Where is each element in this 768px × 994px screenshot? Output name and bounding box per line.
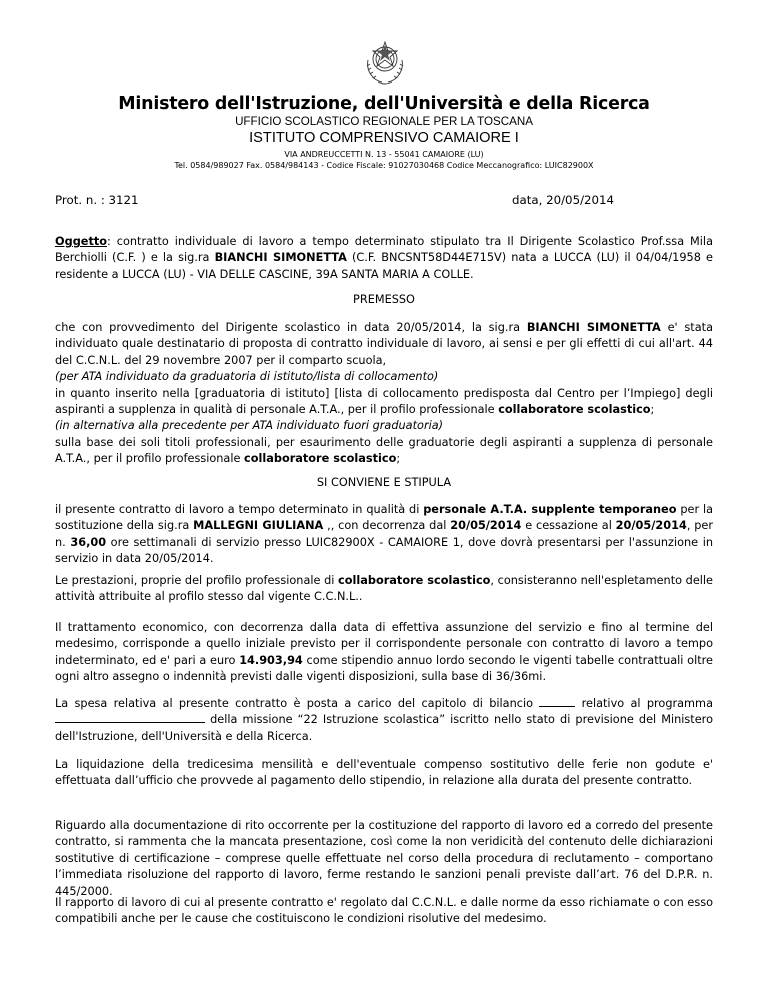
protocol-number: Prot. n. : 3121 [55,193,139,207]
employee-name: BIANCHI SIMONETTA [214,251,347,265]
document-date: data, 20/05/2014 [512,193,615,207]
profile-name: collaboratore scolastico [244,452,397,466]
trattamento-text: Il trattamento economico, con decorrenza dalla data di effettiva assunzione del servizio e fino al termine del medesimo, corrisponde a quello iniziale previsto per il corrispondente personale con contratto di lavoro a tempo indeterminato, ed e' pari a euro [55,621,713,667]
subject-text-2: (C.F. BNCSNT58D44E715V) nata a LUCCA (LU) il 04/04/1958 e residente a LUCCA (LU) - VIA DELLE CASCINE, 39A SANTA MARIA A COLLE. [55,251,713,281]
stipula-text: ore settimanali di servizio presso LUIC82900X - CAMAIORE 1, dove dovrà presentarsi per l'assunzione in servizio in data 20/05/2014. [55,535,714,566]
prestazioni-text-2: , consisteranno nell'espletamento delle attività attribuite al profilo stesso dal vigente C.C.N.L.. [55,574,714,604]
regional-office: UFFICIO SCOLASTICO REGIONALE PER LA TOSCANA [235,115,533,128]
start-date: 20/05/2014 [450,519,522,533]
spesa-text-2: relativo al programma [575,697,713,710]
stipula-text: per la sostituzione della sig.ra [55,503,714,533]
spesa-text: La spesa relativa al presente contratto è posta a carico del capitolo di bilancio [55,697,540,710]
prestazioni-text: Le prestazioni, proprie del profilo professionale di [55,574,339,587]
stipula-text: il presente contratto di lavoro a tempo determinato in qualità di [55,503,424,516]
role-title: personale A.T.A. supplente temporaneo [423,503,677,516]
annual-salary: 14.903,94 [239,653,303,667]
prestazioni-paragraph [55,573,713,606]
note-ata-graduatoria: (per ATA individuato da graduatoria di istituto/lista di collocamento) [55,370,439,384]
premesso-heading: PREMESSO [353,293,415,306]
documentazione-paragraph: Riguardo alla documentazione di rito occorrente per la costituzione del rapporto di lavoro ed a corredo del presente contratto, si rammenta che la mancata presentazione, così come la non veridicità del contenuto delle dichiarazioni sostitutive di certificazione – comprese quelle effettuate nel corso della procedura di reclutamento – comportano l’immediata risoluzione del rapporto di lavoro, ferme restando le sanzioni penali previste dall’art. 76 del D.P.R. n. 445/2000. [55,819,713,898]
profile-name: collaboratore scolastico [498,403,651,417]
liquidazione-paragraph: La liquidazione della tredicesima mensilità e dell'eventuale compenso sostitutivo delle ferie non godute e' effettuata dall’ufficio che provvede al pagamento dello stipendio, in relazione alla durata del presente contratto. [55,758,713,788]
stipula-text: e cessazione al [521,519,616,533]
trattamento-text-2: come stipendio annuo lordo secondo le vigenti tabelle contrattuali oltre ogni altro assegno o indennità previsti dalle vigenti disposizioni, sulla base di 36/36mi. [55,653,714,684]
premesso-section [55,320,713,468]
subject-paragraph [55,234,713,283]
ministry-title: Ministero dell'Istruzione, dell'Università e della Ricerca [118,94,650,114]
spesa-paragraph [55,696,713,745]
premesso-inserted-text: in quanto inserito nella [graduatoria di istituto] [lista di collocamento predisposta dal Centro per l’Impiego] degli aspiranti a supplenza in qualità di personale A.T.A., per il profilo professionale [55,386,713,417]
weekly-hours: 36,00 [70,535,107,549]
premesso-text: che con provvedimento del Dirigente scolastico in data 20/05/2014, la sig.ra [55,321,527,334]
profile-name: collaboratore scolastico [338,574,491,587]
premesso-text-2: e' stata individuato quale destinatario di proposta di contratto individuale di lavoro, ai sensi e per gli effetti di cui all'art. 44 del C.C.N.L. del 29 novembre 2007 per il comparto scuola, [55,321,714,367]
trattamento-paragraph [55,620,713,686]
subject-text: : contratto individuale di lavoro a tempo determinato stipulato tra Il Dirigente Scolastico Prof.ssa Mila Berchiolli (C.F. ) e la sig.ra [55,235,713,265]
spesa-text-3: della missione “22 Istruzione scolastica” iscritto nello stato di previsione del Ministero dell'Istruzione, dell'Università e della Ricerca. [55,713,713,743]
employee-name: BIANCHI SIMONETTA [526,321,661,334]
end-date: 20/05/2014 [615,519,687,533]
substituted-name: MALLEGNI GIULIANA [193,519,324,533]
institute-address: VIA ANDREUCCETTI N. 13 - 55041 CAMAIORE (LU) [284,150,484,159]
punctuation: ; [396,452,401,466]
rapporto-paragraph: Il rapporto di lavoro di cui al presente contratto e' regolato dal C.C.N.L. e dalle norme da esso richiamate o con esso compatibili anche per le cause che costituiscono le condizioni risolutive del medesimo. [55,896,713,926]
institute-contacts: Tel. 0584/989027 Fax. 0584/984143 - Codice Fiscale: 91027030468 Codice Meccanografico: LUIC82900X [174,161,594,170]
capitolo-blank [539,696,575,707]
italian-republic-emblem-icon [362,38,408,88]
stipula-paragraph [55,502,713,568]
punctuation: ; [650,403,655,417]
programma-blank [55,712,205,723]
institute-name: ISTITUTO COMPRENSIVO CAMAIORE I [249,130,519,146]
premesso-titles-text: sulla base dei soli titoli professionali, per esaurimento delle graduatorie degli aspiranti a supplenza di personale A.T.A., per il profilo professionale [55,435,713,466]
stipula-text: , per n. [55,519,714,549]
subject-label: Oggetto [55,235,107,248]
stipula-heading: SI CONVIENE E STIPULA [316,476,452,489]
note-ata-alternative: (in alternativa alla precedente per ATA individuato fuori graduatoria) [55,419,444,433]
stipula-text: ,, con decorrenza dal [323,519,451,533]
